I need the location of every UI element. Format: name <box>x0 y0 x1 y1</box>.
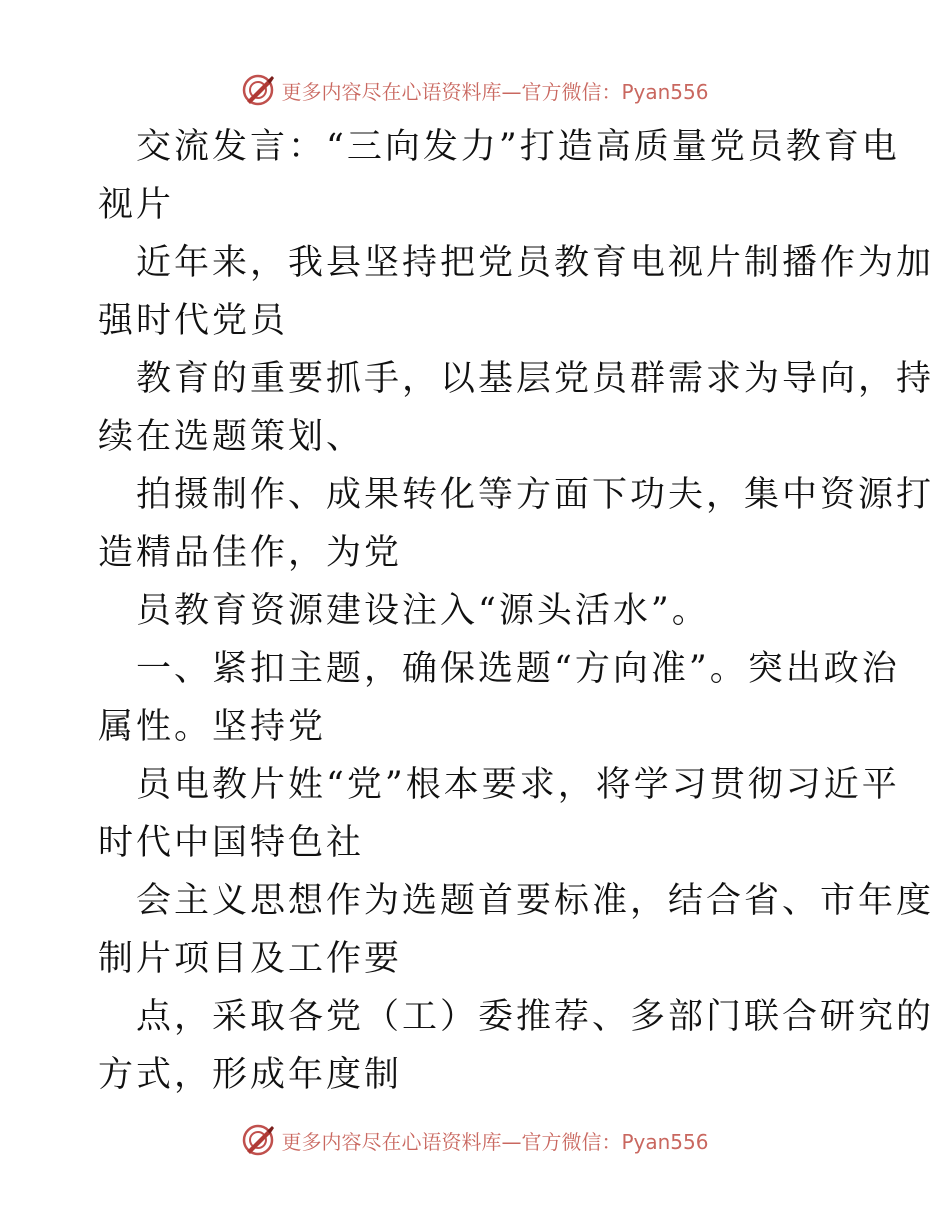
document-line: 造精品佳作，为党 <box>98 533 403 573</box>
document-line: 拍摄制作、成果转化等方面下功夫，集中资源打 <box>136 475 935 515</box>
document-line: 时代中国特色社 <box>98 823 365 863</box>
document-line: 一、紧扣主题，确保选题“方向准”。突出政治 <box>136 649 900 689</box>
document-line: 方式，形成年度制 <box>98 1055 403 1095</box>
header-banner-text: 更多内容尽在心语资料库—官方微信：Pyan556 <box>281 79 709 104</box>
footer-banner-text: 更多内容尽在心语资料库—官方微信：Pyan556 <box>281 1129 709 1154</box>
document-line: 续在选题策划、 <box>98 417 365 457</box>
document-line: 强时代党员 <box>98 301 289 341</box>
document-line: 近年来，我县坚持把党员教育电视片制播作为加 <box>136 243 935 283</box>
document-line: 员教育资源建设注入“源头活水”。 <box>136 591 710 631</box>
brand-logo-icon <box>241 73 275 107</box>
document-body <box>98 118 935 1104</box>
document-line: 员电教片姓“党”根本要求，将学习贯彻习近平 <box>136 765 900 805</box>
footer-banner <box>0 1120 950 1160</box>
brand-logo-icon <box>241 1123 275 1157</box>
document-line: 点，采取各党（工）委推荐、多部门联合研究的 <box>136 997 935 1037</box>
document-line: 属性。坚持党 <box>98 707 327 747</box>
document-line: 会主义思想作为选题首要标准，结合省、市年度 <box>136 881 935 921</box>
document-line: 制片项目及工作要 <box>98 939 403 979</box>
document-line: 交流发言：“三向发力”打造高质量党员教育电 <box>136 127 900 167</box>
document-line: 教育的重要抓手，以基层党员群需求为导向，持 <box>136 359 935 399</box>
document-line: 视片 <box>98 185 175 225</box>
header-banner <box>0 70 950 110</box>
